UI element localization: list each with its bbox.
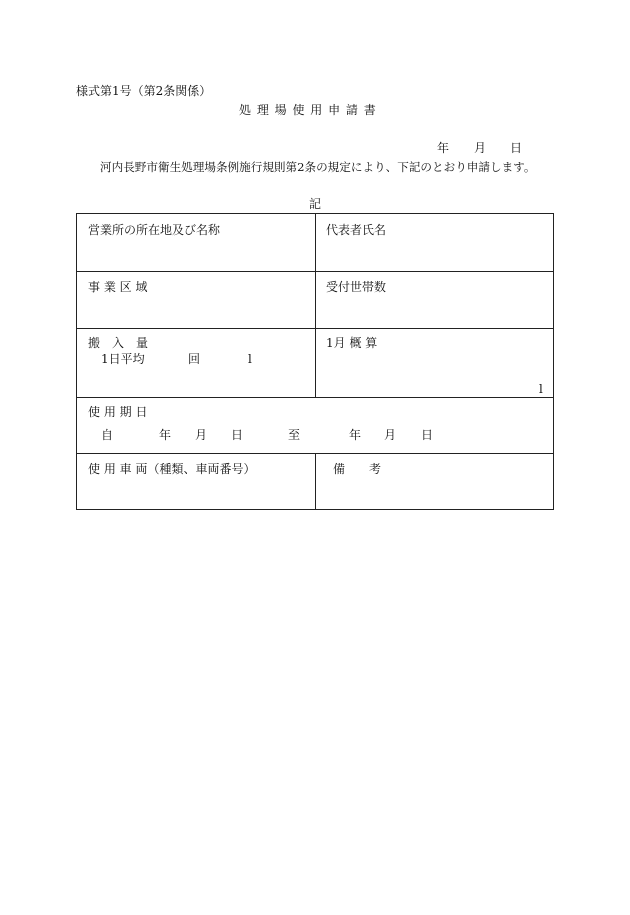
vehicle-label: 使 用 車 両（種類、車両番号）	[88, 462, 256, 476]
times-unit-label: 回	[188, 352, 201, 366]
business-address-label: 営業所の所在地及び名称	[88, 223, 221, 237]
column-divider	[315, 453, 316, 510]
date-year-label: 年	[437, 141, 450, 155]
to-day-label: 日	[421, 428, 434, 442]
households-label: 受付世帯数	[326, 280, 387, 294]
remarks-label: 備 考	[333, 462, 382, 476]
ki-label: 記	[309, 197, 322, 211]
date-month-label: 月	[474, 141, 487, 155]
business-area-label: 事 業 区 域	[88, 280, 148, 294]
period-to-label: 至	[288, 428, 301, 442]
intake-label: 搬 入 量	[88, 336, 149, 350]
period-from-label: 自	[101, 428, 114, 442]
form-number: 様式第1号（第2条関係）	[76, 84, 212, 98]
usage-period-label: 使 用 期 日	[88, 405, 148, 419]
application-form-table	[76, 213, 554, 510]
column-divider	[315, 214, 316, 397]
to-year-label: 年	[349, 428, 362, 442]
date-day-label: 日	[510, 141, 523, 155]
from-year-label: 年	[159, 428, 172, 442]
liter-unit-label: l	[539, 382, 543, 396]
daily-average-label: 1日平均	[101, 352, 145, 366]
document-title: 処 理 場 使 用 申 請 書	[239, 103, 377, 117]
representative-label: 代表者氏名	[326, 223, 387, 237]
from-day-label: 日	[231, 428, 244, 442]
to-month-label: 月	[384, 428, 397, 442]
from-month-label: 月	[195, 428, 208, 442]
intro-text: 河内長野市衛生処理場条例施行規則第2条の規定により、下記のとおり申請します。	[100, 160, 536, 174]
liter-unit-label: l	[248, 352, 252, 366]
monthly-estimate-label: 1月 概 算	[326, 336, 378, 350]
row-divider	[77, 397, 553, 398]
